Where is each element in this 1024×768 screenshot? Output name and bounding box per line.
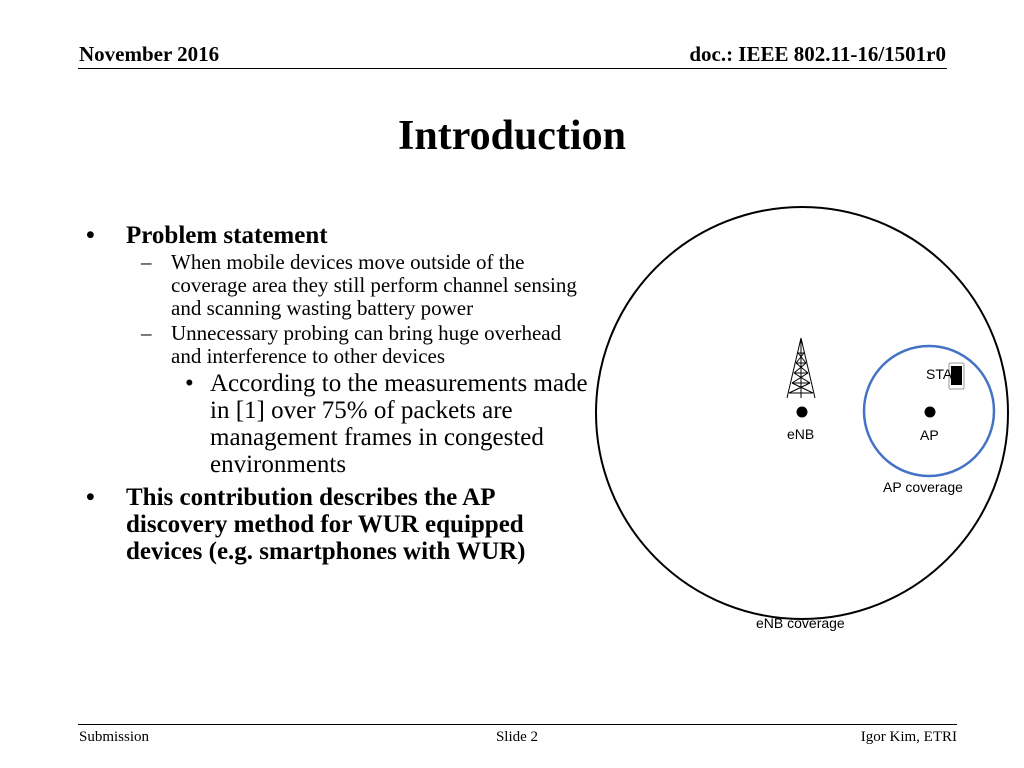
ap-coverage-label: AP coverage: [883, 479, 963, 495]
bullet-text: Problem statement: [126, 222, 328, 249]
footer-submission: Submission: [79, 729, 150, 745]
dash-marker: –: [141, 250, 152, 274]
bullet-marker: •: [86, 484, 95, 511]
cell-tower-icon: [787, 338, 815, 398]
bullet-marker: •: [185, 370, 194, 397]
dash-marker: –: [141, 321, 152, 345]
sub-bullet-text: When mobile devices move outside of the coverage area they still perform channel sensing and scanning wasting battery power: [171, 250, 577, 320]
footer-divider: [78, 724, 957, 725]
sub-bullet-text: Unnecessary probing can bring huge overhead and interference to other devices: [171, 321, 562, 368]
enb-coverage-label: eNB coverage: [756, 615, 845, 631]
sub-bullet-probing: [86, 322, 596, 368]
bullet-text: This contribution describes the AP discovery method for WUR equipped devices (e.g. smartphones with WUR): [126, 484, 526, 565]
sub-sub-bullet-measurements: [86, 370, 596, 478]
bullet-problem-statement: [86, 222, 596, 249]
bullet-marker: •: [86, 222, 95, 249]
header-doc-id: doc.: IEEE 802.11-16/1501r0: [689, 42, 946, 66]
ap-node-dot: [925, 407, 936, 418]
slide-body: [86, 222, 596, 565]
slide-title: Introduction: [398, 113, 626, 159]
header-divider: [78, 68, 947, 69]
sta-label: STA: [926, 366, 953, 382]
sub-sub-bullet-text: According to the measurements made in [1] over 75% of packets are management frames in congested environments: [210, 370, 588, 478]
bullet-contribution: [86, 484, 596, 565]
coverage-diagram: [590, 198, 1010, 658]
enb-node-dot: [797, 407, 808, 418]
ap-label: AP: [920, 427, 939, 443]
footer-slide-number: Slide 2: [495, 729, 539, 745]
header-date: November 2016: [79, 42, 220, 66]
footer-author: Igor Kim, ETRI: [860, 729, 957, 745]
sub-bullet-coverage: [86, 251, 596, 320]
enb-label: eNB: [787, 426, 815, 442]
